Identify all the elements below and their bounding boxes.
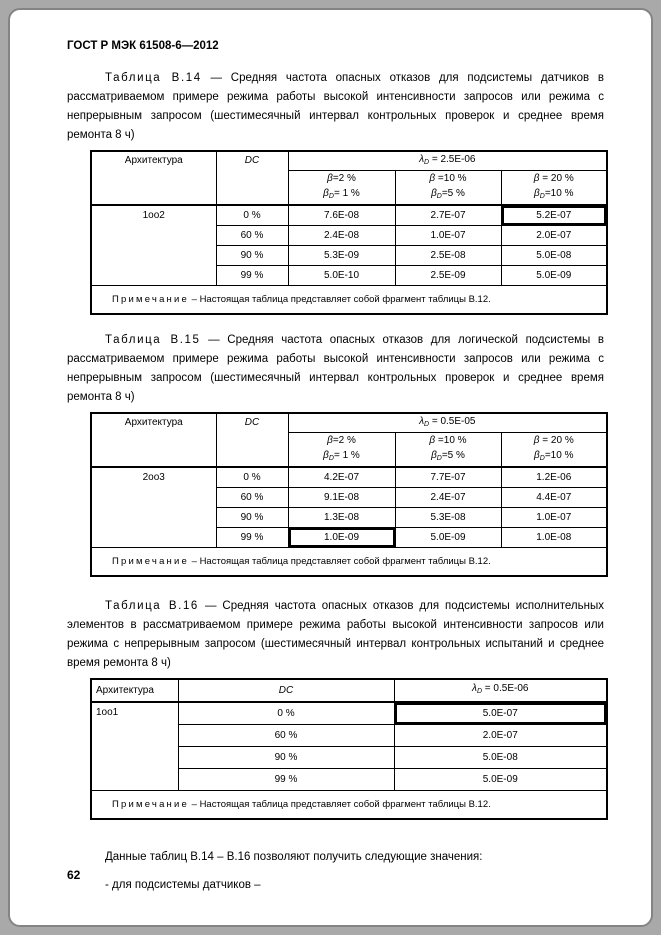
beta-subscript: D (539, 193, 545, 200)
beta-value: =10 % (435, 435, 467, 446)
beta-value: = 20 % (539, 173, 574, 184)
dc-cell: 60 % (178, 725, 394, 747)
table-b16-caption-label: Таблица В.16 (105, 600, 199, 612)
table-b14-caption-label: Таблица В.14 (105, 72, 202, 84)
table-note-row (91, 548, 607, 577)
value-cell: 2.5E-08 (395, 246, 501, 266)
beta-symbol: β (534, 188, 540, 199)
lambda-value: = 0.5E-06 (482, 683, 529, 694)
lambda-value: = 0.5E-05 (429, 415, 476, 427)
value-cell: 5.0E-09 (395, 528, 501, 548)
beta-subscript: D (539, 455, 545, 462)
dc-cell: 90 % (216, 246, 288, 266)
beta-header-cell (395, 171, 501, 206)
beta-value: =2 % (332, 173, 356, 184)
dc-cell: 60 % (216, 488, 288, 508)
value-cell: 1.2E-06 (501, 467, 607, 488)
value-cell: 1.0E-07 (395, 226, 501, 246)
lambda-subscript: D (423, 158, 430, 166)
dc-cell: 99 % (178, 769, 394, 791)
value-cell: 2.0E-07 (394, 725, 607, 747)
value-cell-highlighted: 1.0E-09 (288, 528, 395, 548)
beta-symbol: β (327, 173, 333, 184)
beta-d-value: =10 % (544, 188, 574, 199)
table-note-row (91, 286, 607, 315)
value-cell: 1.3E-08 (288, 508, 395, 528)
value-cell: 9.1E-08 (288, 488, 395, 508)
table-b15-caption (67, 331, 604, 407)
beta-symbol: β (323, 450, 329, 461)
beta-symbol: β (327, 435, 333, 446)
dc-cell: 99 % (216, 266, 288, 286)
table-b16-caption-text: — Средняя частота опасных отказов для подсистемы исполнительных элементов в рассматриваемом примере режима работы высокой интенсивности запросов или режима с непрерывным запросом (шестимесячный интервал контрольных испытаний и среднее время ремонта 8 ч) (67, 600, 604, 669)
value-cell: 5.0E-08 (501, 246, 607, 266)
dc-label: DC (278, 684, 294, 696)
dc-header-cell (216, 413, 288, 467)
beta-d-value: = 1 % (333, 450, 360, 461)
value-cell: 1.0E-08 (501, 528, 607, 548)
value-cell: 5.0E-10 (288, 266, 395, 286)
table-note-row (91, 791, 607, 820)
page-number: 62 (67, 868, 81, 882)
lambda-subscript: D (423, 420, 430, 428)
value-cell: 2.7E-07 (395, 205, 501, 226)
lambda-symbol: λ (472, 683, 477, 694)
dc-label: DC (244, 417, 260, 428)
beta-d-value: =10 % (544, 450, 574, 461)
beta-value: =2 % (332, 435, 356, 446)
lambda-subscript: D (476, 688, 483, 695)
dc-cell: 90 % (216, 508, 288, 528)
architecture-header-cell: Архитектура (91, 413, 216, 467)
value-cell: 7.7E-07 (395, 467, 501, 488)
beta-d-value: = 1 % (333, 188, 360, 199)
value-cell: 5.0E-09 (501, 266, 607, 286)
beta-symbol: β (533, 435, 540, 446)
note-label: Примечание (112, 293, 189, 305)
table-b16-caption (67, 597, 604, 673)
beta-value: =10 % (435, 173, 467, 184)
table-row (91, 205, 607, 226)
table-b15-caption-text: — Средняя частота опасных отказов для логической подсистемы в рассматриваемом примере режима работы высокой интенсивности запросов или режима с непрерывным запросом (шестимесячный интервал контрольных проверок и среднее время ремонта 8 ч) (67, 334, 604, 403)
beta-header-cell (288, 433, 395, 468)
beta-symbol: β (431, 450, 437, 461)
beta-subscript: D (328, 193, 334, 200)
architecture-cell: 1oo1 (91, 702, 178, 791)
beta-d-value: =5 % (441, 450, 465, 461)
value-cell: 2.5E-09 (395, 266, 501, 286)
beta-value: = 20 % (539, 435, 574, 446)
table-b15 (90, 412, 608, 577)
dc-header-cell (216, 151, 288, 205)
lambda-symbol: λ (419, 153, 424, 165)
value-cell: 5.0E-09 (394, 769, 607, 791)
dc-cell: 99 % (216, 528, 288, 548)
beta-header-cell (395, 433, 501, 468)
summary-line: Данные таблиц В.14 – В.16 позволяют получить следующие значения: (105, 851, 483, 863)
dc-label: DC (244, 155, 260, 166)
value-cell: 5.3E-09 (288, 246, 395, 266)
architecture-cell: 2oo3 (91, 467, 216, 548)
table-row (91, 467, 607, 488)
value-cell-highlighted: 5.0E-07 (394, 702, 607, 725)
table-note-cell (91, 548, 607, 577)
architecture-cell: 1oo2 (91, 205, 216, 286)
value-cell: 4.2E-07 (288, 467, 395, 488)
table-b14 (90, 150, 608, 315)
dc-cell: 60 % (216, 226, 288, 246)
table-b15-header-row (91, 413, 607, 433)
beta-symbol: β (429, 435, 436, 446)
value-cell: 2.4E-08 (288, 226, 395, 246)
value-cell: 1.0E-07 (501, 508, 607, 528)
beta-symbol: β (431, 188, 437, 199)
beta-subscript: D (328, 455, 334, 462)
table-b15-caption-label: Таблица В.15 (105, 334, 201, 346)
beta-symbol: β (533, 173, 540, 184)
architecture-header-cell: Архитектура (91, 151, 216, 205)
beta-header-cell (501, 171, 607, 206)
note-text: – Настоящая таблица представляет собой фрагмент таблицы В.12. (191, 555, 491, 567)
note-label: Примечание (112, 798, 189, 810)
table-b14-caption-text: — Средняя частота опасных отказов для подсистемы датчиков в рассматриваемом примере режима работы высокой интенсивности запросов или режима с непрерывным запросом (шестимесячный интервал контрольных проверок и среднее время ремонта 8 ч) (67, 72, 604, 141)
beta-symbol: β (323, 188, 329, 199)
table-b16-header-row (91, 679, 607, 702)
table-b16 (90, 678, 608, 820)
architecture-header-cell: Архитектура (91, 679, 178, 702)
lambda-header-cell (288, 413, 607, 433)
beta-header-cell (288, 171, 395, 206)
beta-header-cell (501, 433, 607, 468)
table-row (91, 702, 607, 725)
value-cell: 7.6E-08 (288, 205, 395, 226)
beta-d-value: =5 % (441, 188, 465, 199)
lambda-value: = 2.5E-06 (429, 153, 476, 165)
lambda-header-cell (288, 151, 607, 171)
beta-subscript: D (436, 455, 442, 462)
value-cell: 5.0E-08 (394, 747, 607, 769)
beta-symbol: β (429, 173, 436, 184)
value-cell-highlighted: 5.2E-07 (501, 205, 607, 226)
beta-subscript: D (436, 193, 442, 200)
note-text: – Настоящая таблица представляет собой фрагмент таблицы В.12. (191, 798, 491, 810)
note-text: – Настоящая таблица представляет собой фрагмент таблицы В.12. (191, 293, 491, 305)
lambda-symbol: λ (419, 415, 424, 427)
dc-cell: 90 % (178, 747, 394, 769)
table-b14-caption (67, 69, 604, 145)
value-cell: 4.4E-07 (501, 488, 607, 508)
dc-cell: 0 % (216, 467, 288, 488)
value-cell: 2.4E-07 (395, 488, 501, 508)
document-number: ГОСТ Р МЭК 61508-6—2012 (67, 40, 219, 52)
dc-cell: 0 % (178, 702, 394, 725)
note-label: Примечание (112, 555, 189, 567)
value-cell: 2.0E-07 (501, 226, 607, 246)
document-page (8, 8, 653, 927)
beta-symbol: β (534, 450, 540, 461)
lambda-header-cell (394, 679, 607, 702)
dc-header-cell (178, 679, 394, 702)
table-note-cell (91, 791, 607, 820)
table-b14-header-row (91, 151, 607, 171)
dc-cell: 0 % (216, 205, 288, 226)
sensor-subsystem-line: - для подсистемы датчиков – (105, 879, 261, 891)
table-note-cell (91, 286, 607, 315)
value-cell: 5.3E-08 (395, 508, 501, 528)
